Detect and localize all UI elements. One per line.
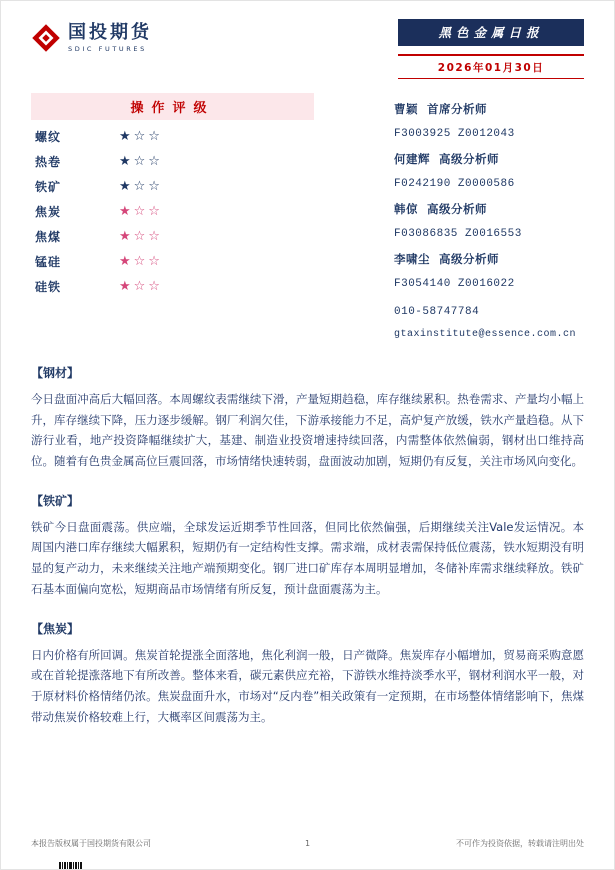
masthead xyxy=(398,19,584,79)
analyst-codes: F3003925 Z0012043 xyxy=(394,128,515,140)
rating-panel xyxy=(31,93,314,340)
logo-company-name-en: SDIC FUTURES xyxy=(68,44,147,53)
star-rating: ★☆☆ xyxy=(119,254,163,269)
page-footer xyxy=(31,838,584,849)
report-date: 2026年01月30日 xyxy=(398,54,584,79)
logo-text-block xyxy=(68,23,152,53)
rating-row xyxy=(31,170,314,195)
star-rating: ★☆☆ xyxy=(119,179,163,194)
commodity-name: 焦煤 xyxy=(35,230,62,244)
barcode xyxy=(59,856,83,865)
rating-row xyxy=(31,195,314,220)
star-rating: ★☆☆ xyxy=(119,154,163,169)
commodity-name: 铁矿 xyxy=(35,180,62,194)
commodity-name: 螺纹 xyxy=(35,130,62,144)
analyst-codes: F0242190 Z0000586 xyxy=(394,178,515,190)
commodity-name: 焦炭 xyxy=(35,205,62,219)
star-rating: ★☆☆ xyxy=(119,129,163,144)
rating-row xyxy=(31,145,314,170)
commodity-name: 热卷 xyxy=(35,155,62,169)
report-header xyxy=(31,19,584,79)
commodity-name: 硅铁 xyxy=(35,280,62,294)
section-heading: 【铁矿】 xyxy=(31,493,80,508)
star-rating: ★☆☆ xyxy=(119,204,163,219)
section-steel xyxy=(31,364,584,472)
page-number: 1 xyxy=(304,839,311,848)
star-rating: ★☆☆ xyxy=(119,279,163,294)
company-logo xyxy=(31,23,152,53)
analyst-name: 李啸尘 高级分析师 xyxy=(394,252,499,266)
section-text: 铁矿今日盘面震荡。供应端，全球发运近期季节性回落，但同比依然偏强，后期继续关注Vale发运情况。本周国内港口库存继续大幅累积，短期仍有一定结构性支撑。需求端，成材表需保持低位震荡，铁水短期没有明显的复产动力，未来继续关注地产端预期变化。钢厂进口矿库存本周明显增加，冬储补库需求继续释放。铁矿石基本面偏向宽松，短期商品市场情绪有所反复，预计盘面震荡为主。 xyxy=(31,519,584,596)
analyst-name: 何建辉 高级分析师 xyxy=(394,152,499,166)
section-text: 今日盘面冲高后大幅回落。本周螺纹表需继续下滑，产量短期趋稳，库存继续累积。热卷需求、产量均小幅上升，库存继续下降，压力逐步缓解。钢厂利润欠佳，下游承接能力不足，高炉复产放缓，铁水产量趋稳。从下游行业看，地产投资降幅继续扩大，基建、制造业投资增速持续回落，内需整体依然偏弱，钢材出口维持高位。随着有色贵金属高位巨震回落，市场情绪快速转弱，盘面波动加剧，短期仍有反复，关注市场风向变化。 xyxy=(31,392,584,469)
analyst-title: 高级分析师 xyxy=(439,152,499,166)
analyst-codes: F03086835 Z0016553 xyxy=(394,228,522,240)
section-coke xyxy=(31,620,584,728)
contact-email: gtaxinstitute@essence.com.cn xyxy=(394,329,577,340)
top-columns xyxy=(31,93,584,340)
rating-panel-title: 操作评级 xyxy=(31,93,314,120)
section-heading: 【焦炭】 xyxy=(31,621,80,636)
commodity-name: 锰硅 xyxy=(35,255,62,269)
analyst-name: 曹颖 首席分析师 xyxy=(394,102,487,116)
analyst-name: 韩倞 高级分析师 xyxy=(394,202,487,216)
analyst-title: 高级分析师 xyxy=(427,202,487,216)
section-text: 日内价格有所回调。焦炭首轮提涨全面落地，焦化利润一般，日产微降。焦炭库存小幅增加，贸易商采购意愿或在首轮提涨落地下有所改善。整体来看，碳元素供应充裕，下游铁水维持淡季水平，钢材利润水平一般，对于原材料价格情绪仍浓。焦炭盘面升水，市场对“反内卷”相关政策有一定预期，在市场整体情绪影响下，焦煤带动焦炭价格较难上行，大概率区间震荡为主。 xyxy=(31,647,584,724)
report-body xyxy=(31,364,584,727)
rating-row xyxy=(31,270,314,295)
analyst-codes: F3054140 Z0016022 xyxy=(394,278,515,290)
analyst-panel xyxy=(394,93,584,340)
analyst-title: 高级分析师 xyxy=(439,252,499,266)
rating-row xyxy=(31,245,314,270)
footer-disclaimer: 不可作为投资依据，转载请注明出处 xyxy=(456,839,584,848)
star-rating: ★☆☆ xyxy=(119,229,163,244)
analyst-title: 首席分析师 xyxy=(427,102,487,116)
footer-copyright: 本报告版权属于国投期货有限公司 xyxy=(31,839,151,848)
report-title-banner: 黑色金属日报 xyxy=(398,19,584,46)
logo-company-name: 国投期货 xyxy=(68,22,152,44)
contact-phone: 010-58747784 xyxy=(394,306,480,318)
rating-row xyxy=(31,220,314,245)
rating-row xyxy=(31,120,314,145)
logo-icon xyxy=(31,23,61,53)
section-iron-ore xyxy=(31,492,584,600)
section-heading: 【钢材】 xyxy=(31,366,80,380)
